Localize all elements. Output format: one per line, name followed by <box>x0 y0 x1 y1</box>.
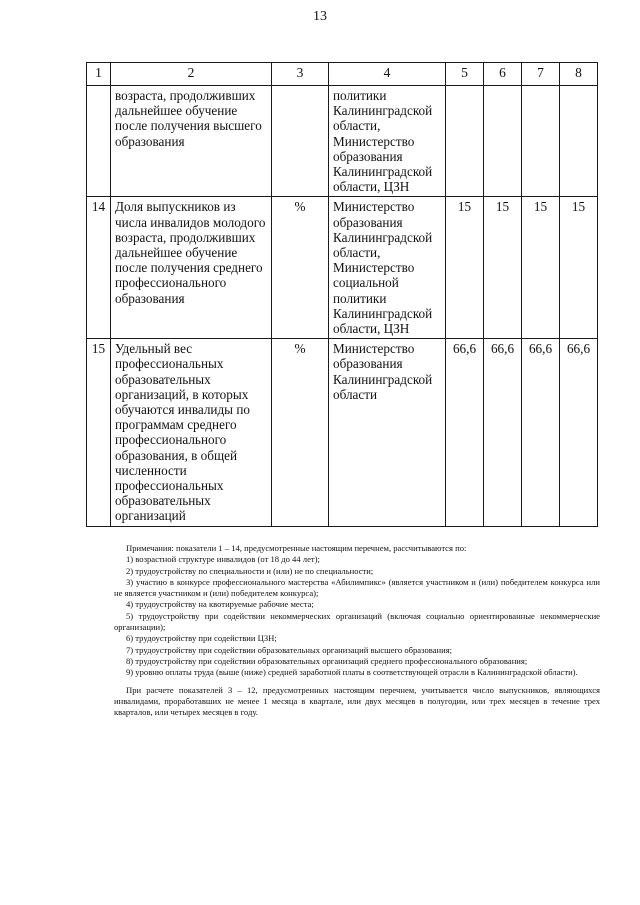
value-col-7: 15 <box>522 197 560 339</box>
value-col-8 <box>560 86 598 197</box>
value-col-8: 15 <box>560 197 598 339</box>
note-line: Примечания: показатели 1 – 14, предусмотренные настоящим перечнем, рассчитываются по: <box>126 543 467 553</box>
header-cell: 8 <box>560 63 598 86</box>
note-line: 9) уровню оплаты труда (выше (ниже) средней заработной платы в соответствующей отрасли в Калининградской области). <box>126 667 578 678</box>
indicator-name: возраста, продолживших дальнейшее обучение после получения высшего образования <box>111 86 272 197</box>
note-line: 5) трудоустройству при содействии некоммерческих организаций (включая социально ориентированные некоммерческие организации); <box>114 610 600 633</box>
note-line: 7) трудоустройству при содействии образовательных организаций высшего образования; <box>126 644 453 655</box>
header-cell: 3 <box>272 63 329 86</box>
note-final-paragraph: При расчете показателей 3 – 12, предусмотренных настоящим перечнем, учитывается число выпускников, являющихся инвалидами, проработавших не менее 1 месяца в квартале, или двух месяцев в полугодии, или трех месяцев в течение трех кварталов, или четырех месяцев в году. <box>114 684 600 718</box>
note-line: 4) трудоустройству на квотируемые рабочие места; <box>126 599 314 610</box>
unit: % <box>272 197 329 339</box>
value-col-5 <box>446 86 484 197</box>
value-col-6 <box>484 86 522 197</box>
value-col-7: 66,6 <box>522 339 560 526</box>
indicator-name: Доля выпускников из числа инвалидов молодого возраста, продолживших дальнейшее обучение после получения среднего профессионального образования <box>111 197 272 339</box>
table-row <box>87 339 598 526</box>
note-line: 8) трудоустройству при содействии образовательных организаций среднего профессионального образования; <box>126 655 528 666</box>
table-row <box>87 197 598 339</box>
indicator-name: Удельный вес профессиональных образовательных организаций, в которых обучаются инвалиды по программам среднего профессионального образования, в общей численности профессиональных образовательных организаций <box>111 339 272 526</box>
value-col-5: 15 <box>446 197 484 339</box>
responsible-body: Министерство образования Калининградской области <box>329 339 446 526</box>
note-line: 3) участию в конкурсе профессионального мастерства «Абилимпикс» (является участником и (или) победителем конкурса или не является участником и (или) победителем конкурса); <box>114 576 600 599</box>
header-cell: 2 <box>111 63 272 86</box>
page-number: 13 <box>313 9 327 24</box>
value-col-8: 66,6 <box>560 339 598 526</box>
note-line: 2) трудоустройству по специальности и (или) не по специальности; <box>126 565 374 576</box>
notes-section <box>114 543 600 718</box>
value-col-6: 15 <box>484 197 522 339</box>
responsible-body: Министерство образования Калининградской области, Министерство социальной политики Калининградской области, ЦЗН <box>329 197 446 339</box>
header-cell: 6 <box>484 63 522 86</box>
header-cell: 1 <box>87 63 111 86</box>
responsible-body: политики Калининградской области, Министерство образования Калининградской области, ЦЗН <box>329 86 446 197</box>
indicators-table <box>86 62 598 527</box>
row-number: 14 <box>87 197 111 339</box>
note-line: 1) возрастной структуре инвалидов (от 18 до 44 лет); <box>126 554 320 565</box>
value-col-7 <box>522 86 560 197</box>
header-cell: 5 <box>446 63 484 86</box>
row-number: 15 <box>87 339 111 526</box>
unit: % <box>272 339 329 526</box>
row-number <box>87 86 111 197</box>
value-col-6: 66,6 <box>484 339 522 526</box>
note-line: 6) трудоустройству при содействии ЦЗН; <box>126 633 277 644</box>
table-header-row <box>87 63 598 86</box>
header-cell: 4 <box>329 63 446 86</box>
value-col-5: 66,6 <box>446 339 484 526</box>
unit <box>272 86 329 197</box>
table-row <box>87 86 598 197</box>
header-cell: 7 <box>522 63 560 86</box>
